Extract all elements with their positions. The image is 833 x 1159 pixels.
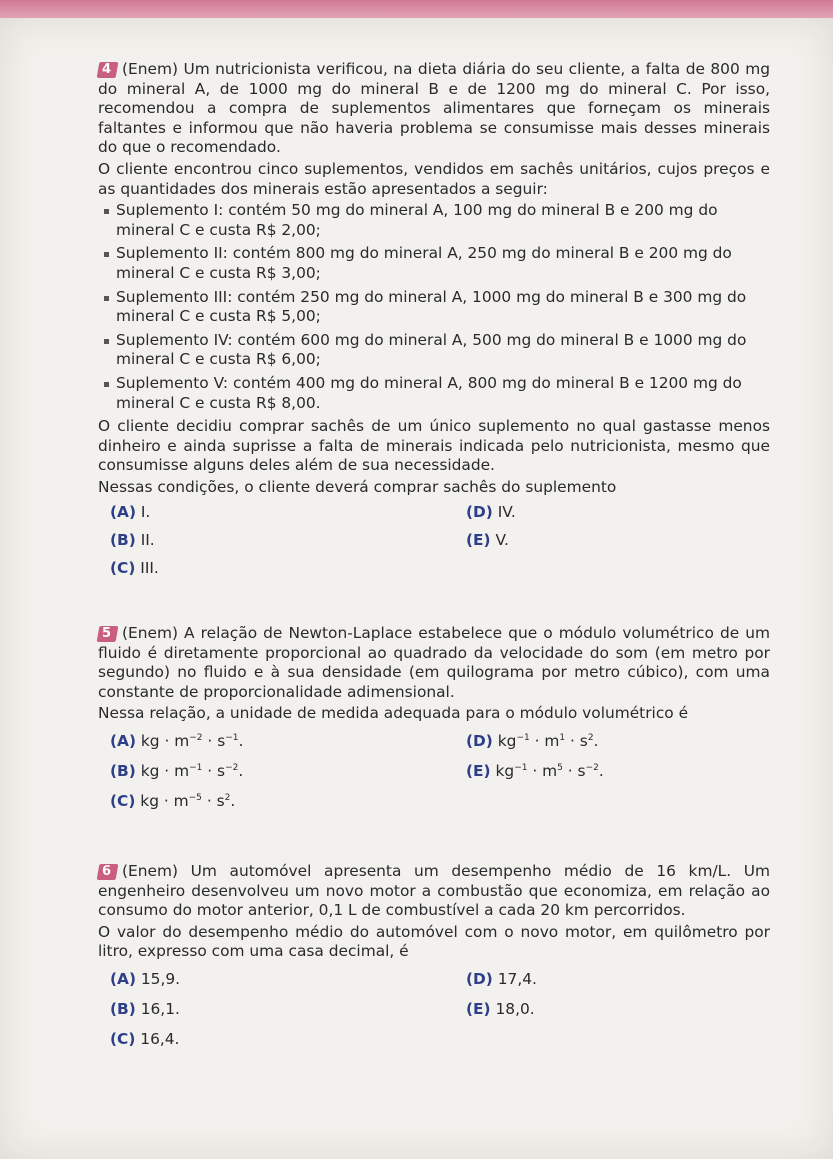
question-5 (98, 624, 770, 810)
option-c[interactable]: (C) kg · $m^{-5} \cdot s^2$. (110, 791, 236, 810)
option-c[interactable]: (C) III. (110, 559, 159, 578)
question-6 (98, 862, 770, 1048)
option-d[interactable]: (D) $kg^{-1} \cdot m^1 \cdot s^2$. (466, 731, 599, 750)
option-d[interactable]: (D) 17,4. (466, 969, 537, 988)
list-item: Suplemento IV: contém 600 mg do mineral A, 500 mg do mineral B e 1000 mg do mineral C e custa R$ 6,00; (116, 331, 770, 370)
option-d[interactable]: (D) IV. (466, 503, 516, 522)
question-4-stem: 4 (Enem) Um nutricionista verificou, na dieta diária do seu cliente, a falta de 800 mg do mineral A, de 1000 mg do mineral B e de 1200 mg do mineral C. Por isso, recomendou a compra de suplementos alimentares que forneçam os minerais faltantes e informou que não haveria problema se consumisse mais desses minerais do que o recomendado. (98, 60, 770, 157)
list-item: Suplemento I: contém 50 mg do mineral A, 100 mg do mineral B e 200 mg do mineral C e custa R$ 2,00; (116, 201, 770, 240)
question-4-stem-3: O cliente decidiu comprar sachês de um único suplemento no qual gastasse menos dinheiro e ainda suprisse a falta de minerais indicada pelo nutricionista, mesmo que consumisse alguns deles além de sua necessidade. (98, 417, 770, 475)
question-5-stem-2: Nessa relação, a unidade de medida adequada para o módulo volumétrico é (98, 704, 689, 723)
option-a[interactable]: (A) kg · $m^{-2} \cdot s^{-1}$. (110, 731, 244, 750)
option-e[interactable]: (E) 18,0. (466, 999, 535, 1018)
question-5-stem: 5 (Enem) A relação de Newton-Laplace estabelece que o módulo volumétrico de um fluido é diretamente proporcional ao quadrado da velocidade do som (em metro por segundo) no fluido e à sua densidade (em quilograma por metro cúbico), com uma constante de proporcionalidade adimensional. (98, 624, 770, 701)
question-number-badge: 6 (97, 864, 119, 880)
option-b[interactable]: (B) 16,1. (110, 999, 180, 1018)
option-a[interactable]: (A) 15,9. (110, 969, 181, 988)
option-a[interactable]: (A) I. (110, 503, 151, 522)
option-e[interactable]: (E) V. (466, 531, 509, 550)
question-number-badge: 5 (97, 626, 119, 642)
question-4-stem-2: O cliente encontrou cinco suplementos, vendidos em sachês unitários, cujos preços e as quantidades dos minerais estão apresentados a seguir: (98, 159, 770, 198)
option-b[interactable]: (B) II. (110, 531, 155, 550)
question-number-badge: 4 (97, 62, 119, 78)
list-item: Suplemento III: contém 250 mg do mineral A, 1000 mg do mineral B e 300 mg do mineral C e custa R$ 5,00; (116, 288, 770, 327)
question-6-stem-2: O valor do desempenho médio do automóvel com o novo motor, em quilômetro por litro, expresso com uma casa decimal, é (98, 922, 770, 961)
question-4-stem-4: Nessas condições, o cliente deverá comprar sachês do suplemento (98, 477, 617, 496)
option-e[interactable]: (E) $kg^{-1} \cdot m^5 \cdot s^{-2}$. (466, 761, 604, 780)
option-c[interactable]: (C) 16,4. (110, 1029, 180, 1048)
list-item: Suplemento V: contém 400 mg do mineral A, 800 mg do mineral B e 1200 mg do mineral C e custa R$ 8,00. (116, 374, 770, 413)
question-4 (98, 60, 770, 578)
list-item: Suplemento II: contém 800 mg do mineral A, 250 mg do mineral B e 200 mg do mineral C e custa R$ 3,00; (116, 244, 770, 283)
question-6-stem: 6 (Enem) Um automóvel apresenta um desempenho médio de 16 km/L. Um engenheiro desenvolveu um novo motor a combustão que economiza, em relação ao consumo do motor anterior, 0,1 L de combustível a cada 20 km percorridos. (98, 862, 770, 920)
supplement-list (98, 201, 770, 413)
option-b[interactable]: (B) kg · $m^{-1} \cdot s^{-2}$. (110, 761, 244, 780)
